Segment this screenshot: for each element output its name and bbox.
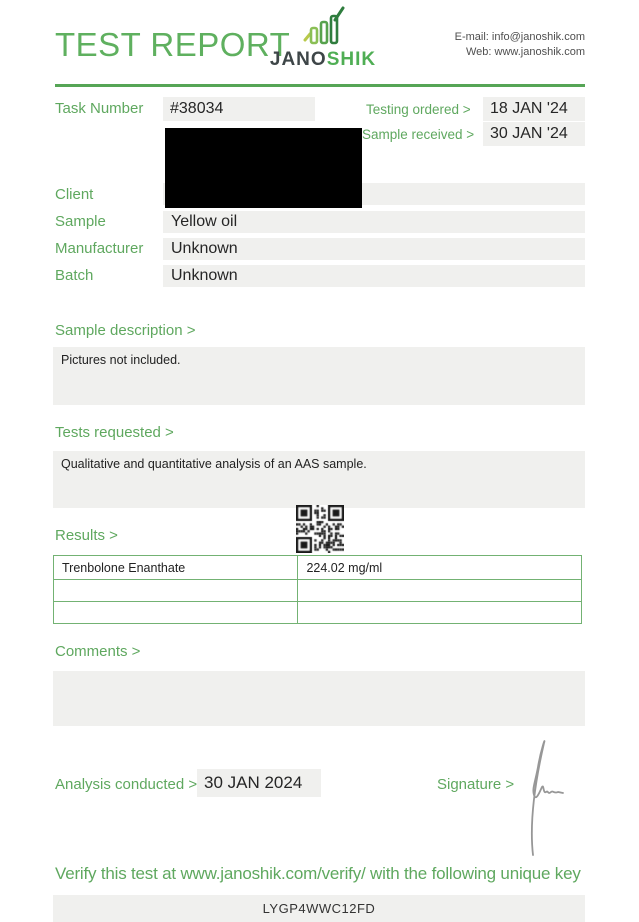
sample-received-value: 30 JAN '24 [483,122,585,146]
qr-code [296,505,344,553]
manufacturer-value: Unknown [163,238,585,260]
sample-value: Yellow oil [163,211,585,233]
task-number-value: #38034 [163,97,315,121]
page-title: TEST REPORT [55,26,291,63]
client-label: Client [55,186,94,203]
comments-box [53,671,585,726]
sample-label: Sample [55,213,106,230]
result-analyte [54,602,298,624]
signature-label: Signature > [437,776,515,793]
table-row [54,556,582,580]
analysis-conducted-label: Analysis conducted > [55,776,198,793]
contact-email: E-mail: info@janoshik.com [454,31,585,43]
sample-received-label: Sample received > [362,127,475,142]
result-value: 224.02 mg/ml [298,556,582,580]
manufacturer-label: Manufacturer [55,240,144,257]
comments-heading: Comments > [55,643,141,660]
result-value [298,580,582,602]
result-value [298,602,582,624]
redaction-box [165,128,362,208]
results-heading: Results > [55,527,118,544]
result-analyte [54,580,298,602]
contact-block [455,30,585,60]
testing-ordered-label: Testing ordered > [366,102,471,117]
results-table [53,555,582,624]
logo-wordmark [268,49,378,71]
header-divider [55,84,585,87]
unique-key-value: LYGP4WWC12FD [53,895,585,922]
sample-description-heading: Sample description > [55,322,196,339]
tests-requested-heading: Tests requested > [55,424,174,441]
task-number-label: Task Number [55,100,144,117]
logo-wordmark-green: SHIK [326,49,377,70]
table-row [54,580,582,602]
batch-label: Batch [55,267,94,284]
result-analyte: Trenbolone Enanthate [54,556,298,580]
batch-value: Unknown [163,265,585,287]
sample-description-box: Pictures not included. [53,347,585,405]
janoshik-logo [268,6,378,71]
analysis-date-value: 30 JAN 2024 [197,769,321,797]
verify-text: Verify this test at www.janoshik.com/verify/ with the following unique key [55,864,581,883]
signature-image [503,731,575,859]
growth-chart-icon [291,6,355,48]
testing-ordered-value: 18 JAN '24 [483,97,585,121]
tests-requested-box: Qualitative and quantitative analysis of an AAS sample. [53,451,585,508]
table-row [54,602,582,624]
contact-web: Web: www.janoshik.com [465,46,585,58]
logo-wordmark-dark: JANO [269,49,327,70]
